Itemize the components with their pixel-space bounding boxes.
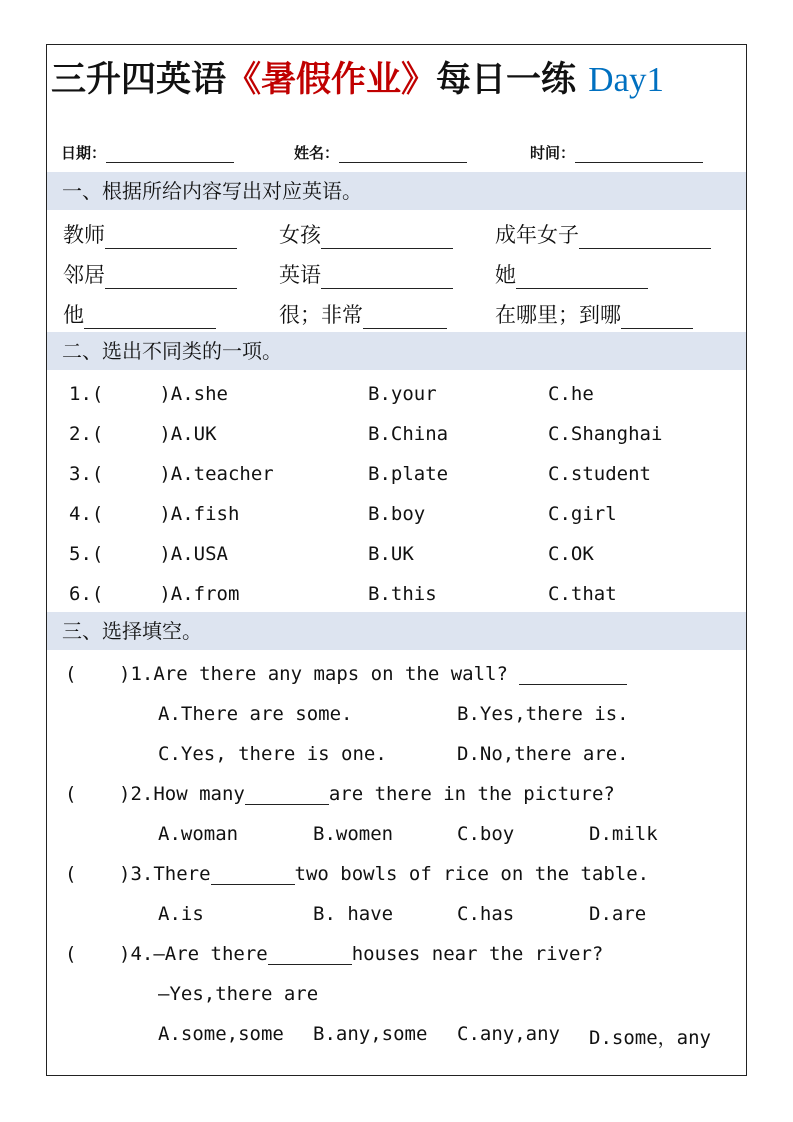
choice-row[interactable]: 3.( )A.teacher [69,463,274,485]
choice-b[interactable]: B.China [368,423,449,445]
choice-row[interactable]: 5.( )A.USA [69,543,228,565]
choice-b[interactable]: B.this [368,583,437,605]
vocab-item[interactable]: 很；非常 [279,299,447,329]
option-c[interactable]: C.has [457,903,515,925]
page-title [51,55,746,105]
option-a[interactable]: A.There are some. [158,703,353,725]
section1-heading: 一、根据所给内容写出对应英语。 [47,172,746,210]
option-b[interactable]: B. have [313,903,394,925]
choice-c[interactable]: C.OK [548,543,594,565]
answer-paren[interactable]: ( [65,863,77,885]
vocab-item[interactable]: 他 [63,299,216,329]
time-field[interactable] [530,142,703,163]
title-homework: 《暑假作业》 [226,59,437,100]
date-label: 日期： [61,144,107,162]
option-b[interactable]: B.women [313,823,394,845]
question-stem: )4.—Are there houses near the river? [119,943,604,965]
choice-c[interactable]: C.girl [548,503,617,525]
answer-paren[interactable]: ( [65,943,77,965]
title-day: Day1 [588,60,665,99]
choice-row[interactable]: 2.( )A.UK [69,423,217,445]
option-b[interactable]: B.any,some [313,1023,428,1045]
vocab-item[interactable]: 邻居 [63,259,237,289]
option-a[interactable]: A.woman [158,823,239,845]
option-d[interactable]: D.No,there are. [457,743,629,765]
choice-c[interactable]: C.Shanghai [548,423,663,445]
option-c[interactable]: C.Yes, there is one. [158,743,387,765]
choice-b[interactable]: B.boy [368,503,426,525]
choice-c[interactable]: C.he [548,383,594,405]
name-blank[interactable] [339,147,467,163]
question-stem: )2.How many are there in the picture? [119,783,615,805]
answer-paren[interactable]: ( [65,783,77,805]
worksheet-frame [46,44,747,1076]
option-b[interactable]: B.Yes,there is. [457,703,629,725]
choice-c[interactable]: C.student [548,463,651,485]
vocab-item[interactable]: 她 [495,259,648,289]
choice-b[interactable]: B.your [368,383,437,405]
date-blank[interactable] [106,147,234,163]
choice-b[interactable]: B.UK [368,543,414,565]
title-grade: 三升四英语 [51,59,227,100]
choice-row[interactable]: 1.( )A.she [69,383,228,405]
option-a[interactable]: A.some,some [158,1023,284,1045]
question-stem: )1.Are there any maps on the wall? [119,663,627,685]
option-c[interactable]: C.boy [457,823,515,845]
option-a[interactable]: A.is [158,903,204,925]
answer-paren[interactable]: ( [65,663,77,685]
section2-heading: 二、选出不同类的一项。 [47,332,746,370]
choice-row[interactable]: 6.( )A.from [69,583,240,605]
time-blank[interactable] [575,147,703,163]
option-c[interactable]: C.any,any [457,1023,560,1045]
option-d[interactable]: D.some，any [589,1027,711,1049]
name-field[interactable] [294,142,467,163]
option-d[interactable]: D.are [589,903,647,925]
vocab-item[interactable]: 英语 [279,259,453,289]
choice-c[interactable]: C.that [548,583,617,605]
choice-row[interactable]: 4.( )A.fish [69,503,240,525]
vocab-item[interactable]: 成年女子 [495,219,711,249]
title-daily: 每日一练 [436,59,577,100]
section3-heading: 三、选择填空。 [47,612,746,650]
name-label: 姓名： [294,144,340,162]
time-label: 时间： [530,144,576,162]
choice-b[interactable]: B.plate [368,463,449,485]
question-stem: )3.There two bowls of rice on the table. [119,863,650,885]
option-d[interactable]: D.milk [589,823,658,845]
vocab-item[interactable]: 教师 [63,219,237,249]
vocab-item[interactable]: 在哪里；到哪 [495,299,693,329]
question-response: —Yes,there are [158,983,319,1005]
date-field[interactable] [61,142,234,163]
vocab-item[interactable]: 女孩 [279,219,453,249]
